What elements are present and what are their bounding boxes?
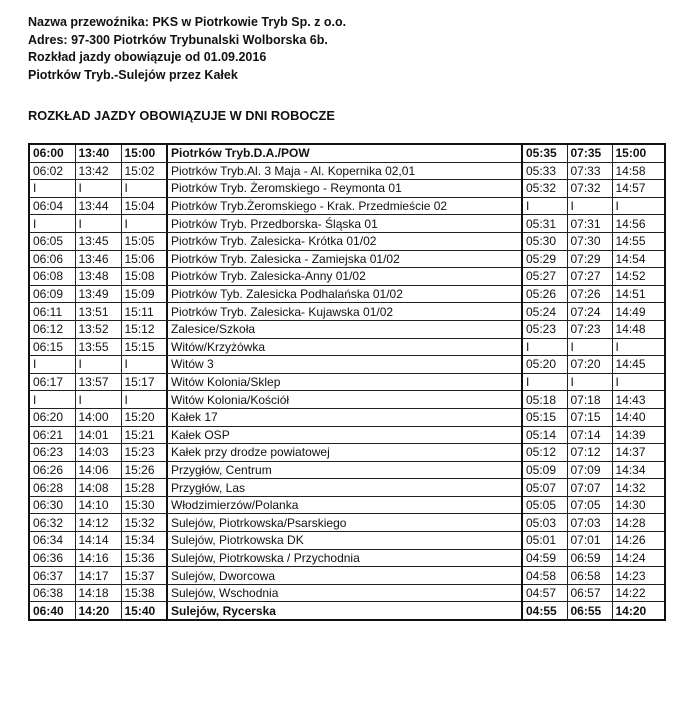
return-time-cell: 07:27 <box>567 268 612 286</box>
return-time-cell: 07:33 <box>567 162 612 180</box>
table-row <box>29 408 665 426</box>
departure-time-cell: 14:14 <box>75 532 121 550</box>
table-row <box>29 356 665 374</box>
departure-time-cell: 13:40 <box>75 144 121 162</box>
return-time-cell: 05:14 <box>522 426 567 444</box>
schedule-subtitle: ROZKŁAD JAZDY OBOWIĄZUJE W DNI ROBOCZE <box>28 108 335 123</box>
return-time-cell: 14:26 <box>612 532 665 550</box>
departure-time-cell: 06:40 <box>29 602 75 620</box>
return-time-cell: 14:34 <box>612 461 665 479</box>
departure-time-cell: I <box>121 180 167 198</box>
table-row <box>29 426 665 444</box>
departure-time-cell: 15:32 <box>121 514 167 532</box>
stop-name-cell: Zalesice/Szkoła <box>167 320 522 338</box>
return-time-cell: I <box>612 338 665 356</box>
stop-name-cell: Sulejów, Piotrkowska DK <box>167 532 522 550</box>
return-time-cell: 05:30 <box>522 232 567 250</box>
departure-time-cell: 06:32 <box>29 514 75 532</box>
departure-time-cell: 06:20 <box>29 408 75 426</box>
departure-time-cell: 15:05 <box>121 232 167 250</box>
table-row <box>29 496 665 514</box>
return-time-cell: 05:18 <box>522 391 567 409</box>
valid-from: Rozkład jazdy obowiązuje od 01.09.2016 <box>28 50 267 64</box>
table-row <box>29 144 665 162</box>
departure-time-cell: 13:49 <box>75 285 121 303</box>
departure-time-cell: 14:10 <box>75 496 121 514</box>
return-time-cell: I <box>522 373 567 391</box>
return-time-cell: 05:29 <box>522 250 567 268</box>
return-time-cell: 07:30 <box>567 232 612 250</box>
table-row <box>29 479 665 497</box>
return-time-cell: 14:48 <box>612 320 665 338</box>
departure-time-cell: 06:26 <box>29 461 75 479</box>
return-time-cell: 14:37 <box>612 444 665 462</box>
departure-time-cell: 13:44 <box>75 197 121 215</box>
departure-time-cell: I <box>29 215 75 233</box>
departure-time-cell: 15:08 <box>121 268 167 286</box>
return-time-cell: 06:58 <box>567 567 612 585</box>
departure-time-cell: 06:37 <box>29 567 75 585</box>
stop-name-cell: Przygłów, Centrum <box>167 461 522 479</box>
departure-time-cell: 06:30 <box>29 496 75 514</box>
departure-time-cell: 15:37 <box>121 567 167 585</box>
departure-time-cell: 14:08 <box>75 479 121 497</box>
stop-name-cell: Piotrków Tryb.D.A./POW <box>167 144 522 162</box>
return-time-cell: 14:23 <box>612 567 665 585</box>
carrier-name: Nazwa przewoźnika: PKS w Piotrkowie Tryb Sp. z o.o. <box>28 15 347 29</box>
return-time-cell: 05:32 <box>522 180 567 198</box>
departure-time-cell: 15:28 <box>121 479 167 497</box>
stop-name-cell: Kałek OSP <box>167 426 522 444</box>
return-time-cell: 14:22 <box>612 584 665 602</box>
departure-time-cell: 06:28 <box>29 479 75 497</box>
table-row <box>29 602 665 620</box>
stop-name-cell: Piotrków Tryb. Żeromskiego - Reymonta 01 <box>167 180 522 198</box>
return-time-cell: 07:31 <box>567 215 612 233</box>
table-row <box>29 250 665 268</box>
departure-time-cell: I <box>75 391 121 409</box>
return-time-cell: I <box>522 197 567 215</box>
return-time-cell: I <box>612 373 665 391</box>
return-time-cell: 05:15 <box>522 408 567 426</box>
return-time-cell: 05:24 <box>522 303 567 321</box>
departure-time-cell: 14:00 <box>75 408 121 426</box>
departure-time-cell: 14:03 <box>75 444 121 462</box>
departure-time-cell: 14:20 <box>75 602 121 620</box>
return-time-cell: 07:12 <box>567 444 612 462</box>
departure-time-cell: 15:20 <box>121 408 167 426</box>
return-time-cell: 14:28 <box>612 514 665 532</box>
departure-time-cell: 06:08 <box>29 268 75 286</box>
timetable <box>28 143 666 621</box>
departure-time-cell: 13:55 <box>75 338 121 356</box>
route-name: Piotrków Tryb.-Sulejów przez Kałek <box>28 67 238 82</box>
departure-time-cell: 13:57 <box>75 373 121 391</box>
return-time-cell: 05:33 <box>522 162 567 180</box>
return-time-cell: 05:12 <box>522 444 567 462</box>
return-time-cell: 04:58 <box>522 567 567 585</box>
departure-time-cell: 14:17 <box>75 567 121 585</box>
departure-time-cell: I <box>75 356 121 374</box>
stop-name-cell: Witów 3 <box>167 356 522 374</box>
departure-time-cell: 15:04 <box>121 197 167 215</box>
carrier-address: Adres: 97-300 Piotrków Trybunalski Wolborska 6b. <box>28 32 328 47</box>
departure-time-cell: 15:00 <box>121 144 167 162</box>
stop-name-cell: Piotrków Tryb.Żeromskiego - Krak. Przedmieście 02 <box>167 197 522 215</box>
table-row <box>29 180 665 198</box>
departure-time-cell: 06:21 <box>29 426 75 444</box>
table-row <box>29 549 665 567</box>
departure-time-cell: 15:26 <box>121 461 167 479</box>
departure-time-cell: 14:18 <box>75 584 121 602</box>
return-time-cell: 14:52 <box>612 268 665 286</box>
table-row <box>29 303 665 321</box>
departure-time-cell: 06:04 <box>29 197 75 215</box>
departure-time-cell: 15:15 <box>121 338 167 356</box>
return-time-cell: I <box>567 197 612 215</box>
return-time-cell: 07:05 <box>567 496 612 514</box>
return-time-cell: 05:01 <box>522 532 567 550</box>
table-row <box>29 232 665 250</box>
stop-name-cell: Przygłów, Las <box>167 479 522 497</box>
departure-time-cell: 15:40 <box>121 602 167 620</box>
return-time-cell: 14:24 <box>612 549 665 567</box>
table-row <box>29 320 665 338</box>
departure-time-cell: 06:06 <box>29 250 75 268</box>
table-row <box>29 162 665 180</box>
departure-time-cell: 15:09 <box>121 285 167 303</box>
return-time-cell: 14:20 <box>612 602 665 620</box>
stop-name-cell: Witów Kolonia/Sklep <box>167 373 522 391</box>
stop-name-cell: Witów/Krzyżówka <box>167 338 522 356</box>
table-row <box>29 373 665 391</box>
table-row <box>29 391 665 409</box>
stop-name-cell: Piotrków Tryb.Al. 3 Maja - Al. Kopernika 02,01 <box>167 162 522 180</box>
return-time-cell: 14:43 <box>612 391 665 409</box>
departure-time-cell: 15:12 <box>121 320 167 338</box>
return-time-cell: 07:03 <box>567 514 612 532</box>
return-time-cell: 05:26 <box>522 285 567 303</box>
stop-name-cell: Piotrków Tryb. Zalesicka- Krótka 01/02 <box>167 232 522 250</box>
stop-name-cell: Sulejów, Wschodnia <box>167 584 522 602</box>
departure-time-cell: 15:02 <box>121 162 167 180</box>
return-time-cell: 15:00 <box>612 144 665 162</box>
return-time-cell: 06:59 <box>567 549 612 567</box>
departure-time-cell: 06:23 <box>29 444 75 462</box>
return-time-cell: 07:23 <box>567 320 612 338</box>
return-time-cell: 05:35 <box>522 144 567 162</box>
departure-time-cell: I <box>29 391 75 409</box>
return-time-cell: 14:49 <box>612 303 665 321</box>
departure-time-cell: I <box>121 215 167 233</box>
table-row <box>29 444 665 462</box>
departure-time-cell: 06:17 <box>29 373 75 391</box>
departure-time-cell: 15:06 <box>121 250 167 268</box>
return-time-cell: 05:03 <box>522 514 567 532</box>
table-row <box>29 514 665 532</box>
return-time-cell: I <box>567 338 612 356</box>
departure-time-cell: I <box>121 356 167 374</box>
table-row <box>29 532 665 550</box>
return-time-cell: 05:05 <box>522 496 567 514</box>
departure-time-cell: 13:51 <box>75 303 121 321</box>
departure-time-cell: I <box>75 215 121 233</box>
return-time-cell: 06:55 <box>567 602 612 620</box>
return-time-cell: 14:54 <box>612 250 665 268</box>
departure-time-cell: 06:09 <box>29 285 75 303</box>
departure-time-cell: 06:34 <box>29 532 75 550</box>
departure-time-cell: 15:38 <box>121 584 167 602</box>
table-row <box>29 461 665 479</box>
return-time-cell: 07:29 <box>567 250 612 268</box>
return-time-cell: 14:39 <box>612 426 665 444</box>
table-row <box>29 215 665 233</box>
departure-time-cell: 06:38 <box>29 584 75 602</box>
departure-time-cell: 06:36 <box>29 549 75 567</box>
table-row <box>29 567 665 585</box>
stop-name-cell: Kałek przy drodze powiatowej <box>167 444 522 462</box>
return-time-cell: I <box>522 338 567 356</box>
departure-time-cell: I <box>29 180 75 198</box>
departure-time-cell: 15:17 <box>121 373 167 391</box>
departure-time-cell: 13:46 <box>75 250 121 268</box>
departure-time-cell: 15:21 <box>121 426 167 444</box>
departure-time-cell: 06:15 <box>29 338 75 356</box>
departure-time-cell: 13:45 <box>75 232 121 250</box>
departure-time-cell: 15:34 <box>121 532 167 550</box>
stop-name-cell: Piotrków Tryb. Zalesicka - Zamiejska 01/02 <box>167 250 522 268</box>
return-time-cell: 07:24 <box>567 303 612 321</box>
departure-time-cell: I <box>121 391 167 409</box>
departure-time-cell: 06:11 <box>29 303 75 321</box>
return-time-cell: 14:51 <box>612 285 665 303</box>
return-time-cell: I <box>567 373 612 391</box>
stop-name-cell: Włodzimierzów/Polanka <box>167 496 522 514</box>
departure-time-cell: 15:11 <box>121 303 167 321</box>
return-time-cell: 14:45 <box>612 356 665 374</box>
stop-name-cell: Kałek 17 <box>167 408 522 426</box>
return-time-cell: 04:55 <box>522 602 567 620</box>
departure-time-cell: 13:52 <box>75 320 121 338</box>
return-time-cell: 06:57 <box>567 584 612 602</box>
return-time-cell: 05:07 <box>522 479 567 497</box>
departure-time-cell: 06:02 <box>29 162 75 180</box>
return-time-cell: 14:57 <box>612 180 665 198</box>
stop-name-cell: Piotrków Tryb. Przedborska- Śląska 01 <box>167 215 522 233</box>
return-time-cell: 07:15 <box>567 408 612 426</box>
departure-time-cell: 14:01 <box>75 426 121 444</box>
return-time-cell: 04:57 <box>522 584 567 602</box>
return-time-cell: 14:55 <box>612 232 665 250</box>
return-time-cell: 05:31 <box>522 215 567 233</box>
return-time-cell: 07:01 <box>567 532 612 550</box>
departure-time-cell: I <box>75 180 121 198</box>
departure-time-cell: 15:36 <box>121 549 167 567</box>
return-time-cell: I <box>612 197 665 215</box>
departure-time-cell: 14:06 <box>75 461 121 479</box>
departure-time-cell: I <box>29 356 75 374</box>
return-time-cell: 14:58 <box>612 162 665 180</box>
return-time-cell: 07:18 <box>567 391 612 409</box>
return-time-cell: 14:40 <box>612 408 665 426</box>
return-time-cell: 07:26 <box>567 285 612 303</box>
return-time-cell: 07:35 <box>567 144 612 162</box>
departure-time-cell: 13:42 <box>75 162 121 180</box>
departure-time-cell: 14:16 <box>75 549 121 567</box>
return-time-cell: 05:27 <box>522 268 567 286</box>
stop-name-cell: Witów Kolonia/Kościół <box>167 391 522 409</box>
departure-time-cell: 15:30 <box>121 496 167 514</box>
return-time-cell: 07:14 <box>567 426 612 444</box>
stop-name-cell: Piotrków Tryb. Zalesicka-Anny 01/02 <box>167 268 522 286</box>
return-time-cell: 07:20 <box>567 356 612 374</box>
stop-name-cell: Piotrków Tryb. Zalesicka- Kujawska 01/02 <box>167 303 522 321</box>
document-header <box>28 14 346 84</box>
departure-time-cell: 14:12 <box>75 514 121 532</box>
return-time-cell: 07:09 <box>567 461 612 479</box>
stop-name-cell: Sulejów, Rycerska <box>167 602 522 620</box>
departure-time-cell: 13:48 <box>75 268 121 286</box>
departure-time-cell: 15:23 <box>121 444 167 462</box>
stop-name-cell: Sulejów, Dworcowa <box>167 567 522 585</box>
return-time-cell: 05:09 <box>522 461 567 479</box>
departure-time-cell: 06:00 <box>29 144 75 162</box>
return-time-cell: 14:56 <box>612 215 665 233</box>
return-time-cell: 14:32 <box>612 479 665 497</box>
table-row <box>29 197 665 215</box>
stop-name-cell: Sulejów, Piotrkowska/Psarskiego <box>167 514 522 532</box>
departure-time-cell: 06:12 <box>29 320 75 338</box>
return-time-cell: 04:59 <box>522 549 567 567</box>
return-time-cell: 07:32 <box>567 180 612 198</box>
table-row <box>29 285 665 303</box>
departure-time-cell: 06:05 <box>29 232 75 250</box>
stop-name-cell: Piotrków Tyb. Zalesicka Podhalańska 01/02 <box>167 285 522 303</box>
table-row <box>29 584 665 602</box>
return-time-cell: 14:30 <box>612 496 665 514</box>
stop-name-cell: Sulejów, Piotrkowska / Przychodnia <box>167 549 522 567</box>
return-time-cell: 05:20 <box>522 356 567 374</box>
return-time-cell: 07:07 <box>567 479 612 497</box>
return-time-cell: 05:23 <box>522 320 567 338</box>
table-row <box>29 268 665 286</box>
table-row <box>29 338 665 356</box>
